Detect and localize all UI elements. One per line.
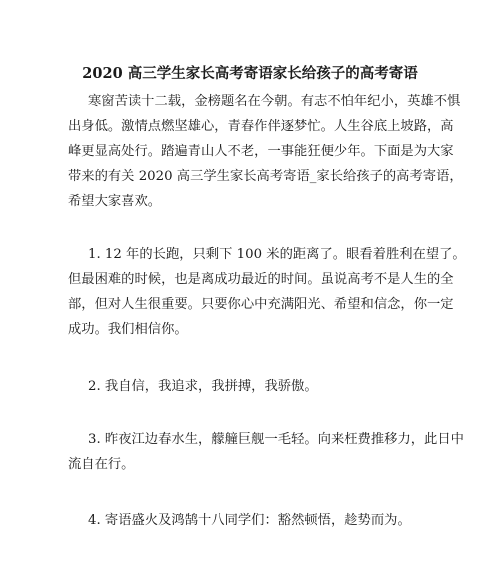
item-1-paragraph (68, 242, 466, 342)
text-line: 4. 寄语盛火及鸿鹄十八同学们：豁然顿悟，趁势而为。 (88, 513, 411, 528)
item-2-paragraph (88, 374, 433, 399)
text-line: 流自在行。 (68, 457, 135, 472)
intro-paragraph (68, 89, 463, 214)
item-3-paragraph (68, 427, 464, 477)
text-line: 成功。我们相信你。 (68, 322, 188, 337)
text-line: 但最困难的时候，也是离成功最近的时间。虽说高考不是人生的全 (68, 272, 454, 287)
text-line: 2. 我自信，我追求，我拼搏，我骄傲。 (88, 379, 318, 394)
text-line: 部，但对人生很重要。只要你心中充满阳光、希望和信念，你一定 (68, 297, 454, 312)
text-line: 寒窗苦读十二载，金榜题名在今朝。有志不怕年纪小，英雄不惧 (88, 94, 461, 109)
text-line: 1. 12 年的长跑，只剩下 100 米的距离了。眼看着胜利在望了。 (88, 247, 466, 262)
text-line: 希望大家喜欢。 (68, 194, 162, 209)
text-line: 峰更显高处行。踏遍青山人不老，一事能狂便少年。下面是为大家 (68, 144, 454, 159)
item-4-paragraph (88, 508, 433, 533)
text-line: 3. 昨夜江边春水生，艨艟巨舰一毛轻。向来枉费推移力，此日中 (88, 432, 464, 447)
document-title: 2020 高三学生家长高考寄语家长给孩子的高考寄语 (82, 65, 418, 82)
text-line: 带来的有关 2020 高三学生家长高考寄语_家长给孩子的高考寄语， (68, 169, 463, 184)
text-line: 出身低。激情点燃坚雄心，青春作伴逐梦忙。人生谷底上坡路，高 (68, 119, 454, 134)
